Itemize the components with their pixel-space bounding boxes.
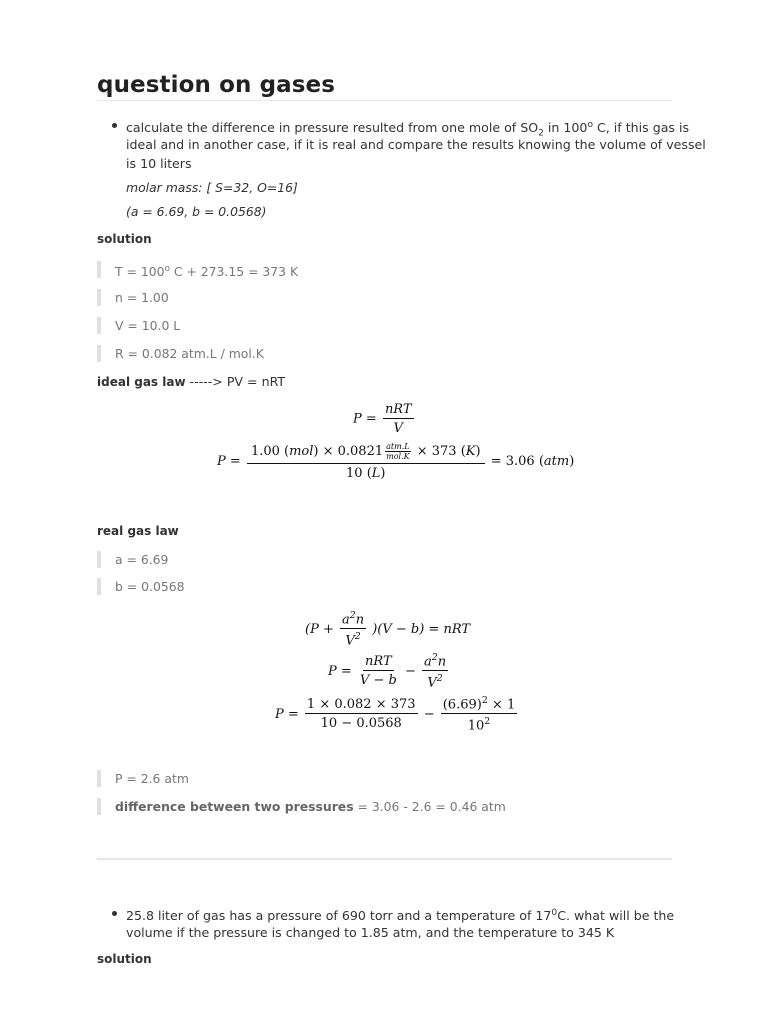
fraction-denominator — [343, 629, 362, 648]
given-volume: V = 10.0 L — [97, 317, 180, 334]
math-unit: L — [371, 466, 381, 481]
real-gas-calculation — [275, 695, 519, 734]
fraction-denominator: V − b — [359, 673, 397, 689]
math-unit: K — [465, 444, 476, 459]
math-text: 10 ( — [346, 466, 372, 481]
superscript: 2 — [349, 610, 356, 621]
fraction — [422, 652, 448, 691]
superscript: 2 — [484, 716, 491, 728]
solution-heading: solution — [97, 232, 152, 246]
superscript: 2 — [431, 652, 438, 663]
fraction — [441, 695, 517, 734]
math-symbol: P — [217, 454, 226, 469]
question-text: calculate the difference in pressure resulted from one mole of SO — [126, 120, 539, 136]
math-unit: atm — [543, 454, 570, 469]
real-gas-pressure-equation — [328, 652, 450, 691]
fraction-denominator — [466, 714, 493, 733]
math-symbol: P — [353, 411, 362, 427]
ideal-gas-equation — [353, 402, 416, 436]
math-symbol: = — [229, 454, 241, 469]
unit-fraction — [385, 442, 410, 461]
question-text: C. what will be the — [557, 908, 675, 924]
math-text: a — [341, 612, 350, 628]
real-gas-result: P = 2.6 atm — [97, 770, 189, 787]
given-text: T = 100 — [115, 264, 165, 280]
page-title: question on gases — [97, 72, 336, 98]
math-text: V — [345, 633, 355, 649]
question-text: 25.8 liter of gas has a pressure of 690 torr and a temperature of 17 — [126, 908, 552, 924]
unit-denominator: mol.K — [386, 452, 410, 461]
van-der-waals-equation — [305, 610, 470, 649]
fraction-numerator — [340, 610, 366, 629]
pressure-difference — [97, 798, 506, 815]
fraction-numerator: 1 × 0.082 × 373 — [306, 697, 416, 713]
fraction — [247, 442, 485, 481]
math-text: = 3.06 ( — [490, 454, 544, 469]
math-text: 1.00 ( — [250, 444, 290, 459]
math-text: 10 — [467, 718, 485, 734]
math-text: ) — [475, 444, 481, 459]
math-text: ) — [569, 454, 575, 469]
question-text: C, if this gas is — [592, 120, 690, 136]
given-gas-constant: R = 0.082 atm.L / mol.K — [97, 345, 264, 362]
math-text: × 1 — [487, 697, 516, 713]
given-text: C + 273.15 = 373 K — [169, 264, 299, 280]
superscript: 2 — [436, 673, 443, 685]
math-symbol: − — [423, 706, 435, 722]
bullet-dot — [112, 123, 117, 128]
title-divider — [97, 100, 672, 101]
constants-note: (a = 6.69, b = 0.0568) — [126, 204, 267, 219]
fraction — [340, 610, 366, 649]
ideal-gas-calculation — [217, 442, 574, 481]
math-text: n — [355, 612, 365, 628]
ideal-gas-law-line — [97, 372, 285, 393]
superscript: 2 — [354, 631, 361, 643]
math-text: V — [427, 675, 437, 691]
math-symbol: = — [365, 411, 377, 427]
question-1-line-2: ideal and in another case, if it is real and compare the results knowing the volume of vessel — [126, 137, 706, 152]
fraction — [358, 654, 399, 688]
fraction — [383, 402, 414, 436]
real-gas-law-heading: real gas law — [97, 524, 179, 538]
math-symbol: − — [404, 663, 416, 679]
fraction-numerator — [441, 695, 517, 714]
given-a: a = 6.69 — [97, 551, 168, 568]
math-text: × 373 ( — [412, 444, 466, 459]
fraction-denominator: 10 − 0.0568 — [320, 716, 402, 732]
given-b: b = 0.0568 — [97, 578, 184, 595]
ideal-gas-law-label: ideal gas law — [97, 375, 186, 389]
fraction — [305, 697, 418, 731]
fraction-denominator — [425, 671, 444, 690]
math-text: (6.69) — [442, 697, 482, 713]
section-divider — [97, 858, 672, 860]
fraction-numerator: nRT — [365, 654, 392, 670]
math-unit: mol — [289, 444, 314, 459]
solution-heading: solution — [97, 952, 152, 966]
fraction-numerator: nRT — [384, 402, 412, 417]
question-2-line-2: volume if the pressure is changed to 1.85 atm, and the temperature to 345 K — [126, 925, 615, 940]
math-text: P = — [328, 663, 352, 679]
fraction-denominator — [344, 464, 387, 481]
given-temperature — [97, 261, 298, 278]
question-text: in 100 — [543, 120, 588, 136]
given-moles: n = 1.00 — [97, 289, 169, 306]
ideal-gas-law-formula: -----> PV = nRT — [185, 374, 286, 389]
pressure-difference-value: = 3.06 - 2.6 = 0.46 atm — [353, 799, 506, 814]
math-text: )(V − b) = nRT — [372, 621, 471, 637]
math-text: n — [437, 654, 447, 670]
math-text: ) × 0.0821 — [313, 444, 384, 459]
unit-numerator: atm.L — [386, 442, 410, 451]
fraction-denominator: V — [393, 421, 403, 436]
math-text: (P + — [305, 621, 334, 637]
question-1-line-3: is 10 liters — [126, 156, 192, 171]
subscript: 2 — [538, 128, 544, 139]
fraction-numerator — [247, 442, 485, 464]
math-text: ) — [380, 466, 386, 481]
superscript: o — [164, 264, 170, 274]
math-text: a — [423, 654, 432, 670]
bullet-dot — [112, 911, 117, 916]
fraction-numerator — [422, 652, 448, 671]
molar-mass-note: molar mass: [ S=32, O=16] — [126, 180, 298, 195]
superscript: o — [587, 120, 593, 130]
superscript: 0 — [551, 908, 558, 918]
pressure-difference-label: difference between two pressures — [115, 799, 354, 814]
math-text: P = — [275, 706, 299, 722]
superscript: 2 — [481, 695, 488, 706]
